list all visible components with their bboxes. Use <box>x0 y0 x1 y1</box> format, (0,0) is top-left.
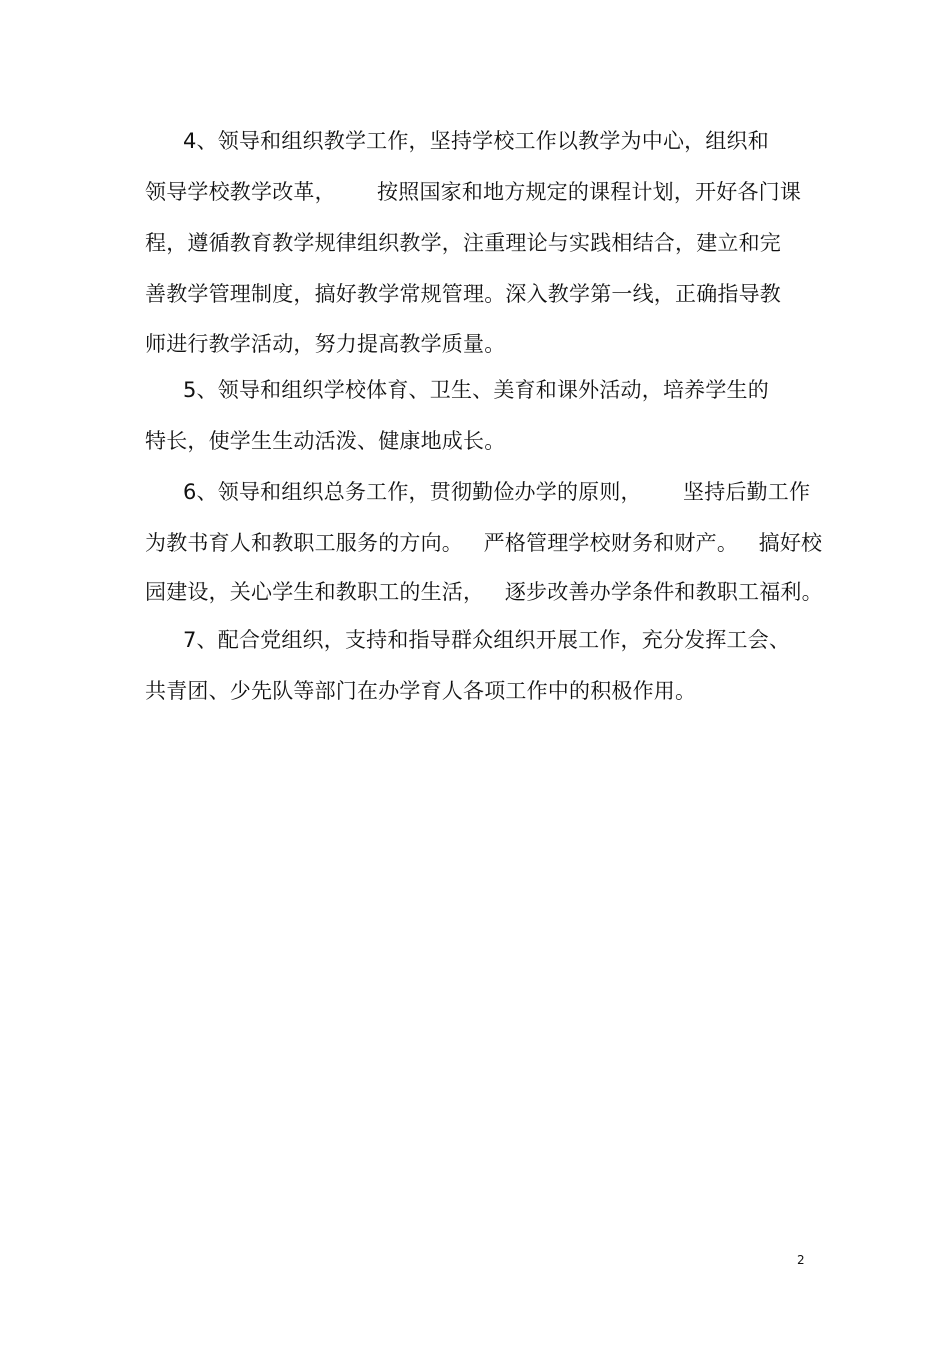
paragraph-5-line-2: 特长，使学生生动活泼、健康地成长。 <box>145 429 506 453</box>
paragraph-6-line-1: 6、领导和组织总务工作，贯彻勤俭办学的原则， 坚持后勤工作 <box>183 480 811 504</box>
paragraph-6-line-2: 为教书育人和教职工服务的方向。 严格管理学校财务和财产。 搞好校 <box>145 531 823 555</box>
paragraph-4-line-2: 领导学校教学改革， 按照国家和地方规定的课程计划，开好各门课 <box>145 180 802 204</box>
paragraph-4-line-1: 4、领导和组织教学工作，坚持学校工作以教学为中心，组织和 <box>183 129 769 153</box>
paragraph-6-line-3: 园建设，关心学生和教职工的生活， 逐步改善办学条件和教职工福利。 <box>145 580 823 604</box>
paragraph-4-line-3: 程，遵循教育教学规律组织教学，注重理论与实践相结合，建立和完 <box>145 231 781 255</box>
paragraph-4-line-4: 善教学管理制度，搞好教学常规管理。深入教学第一线，正确指导教 <box>145 282 781 306</box>
paragraph-4-line-5: 师进行教学活动，努力提高教学质量。 <box>145 332 506 356</box>
page-number: 2 <box>797 1253 805 1267</box>
paragraph-5-line-1: 5、领导和组织学校体育、卫生、美育和课外活动，培养学生的 <box>183 378 769 402</box>
paragraph-7-line-1: 7、配合党组织，支持和指导群众组织开展工作，充分发挥工会、 <box>183 628 791 652</box>
paragraph-7-line-2: 共青团、少先队等部门在办学育人各项工作中的积极作用。 <box>145 679 697 703</box>
